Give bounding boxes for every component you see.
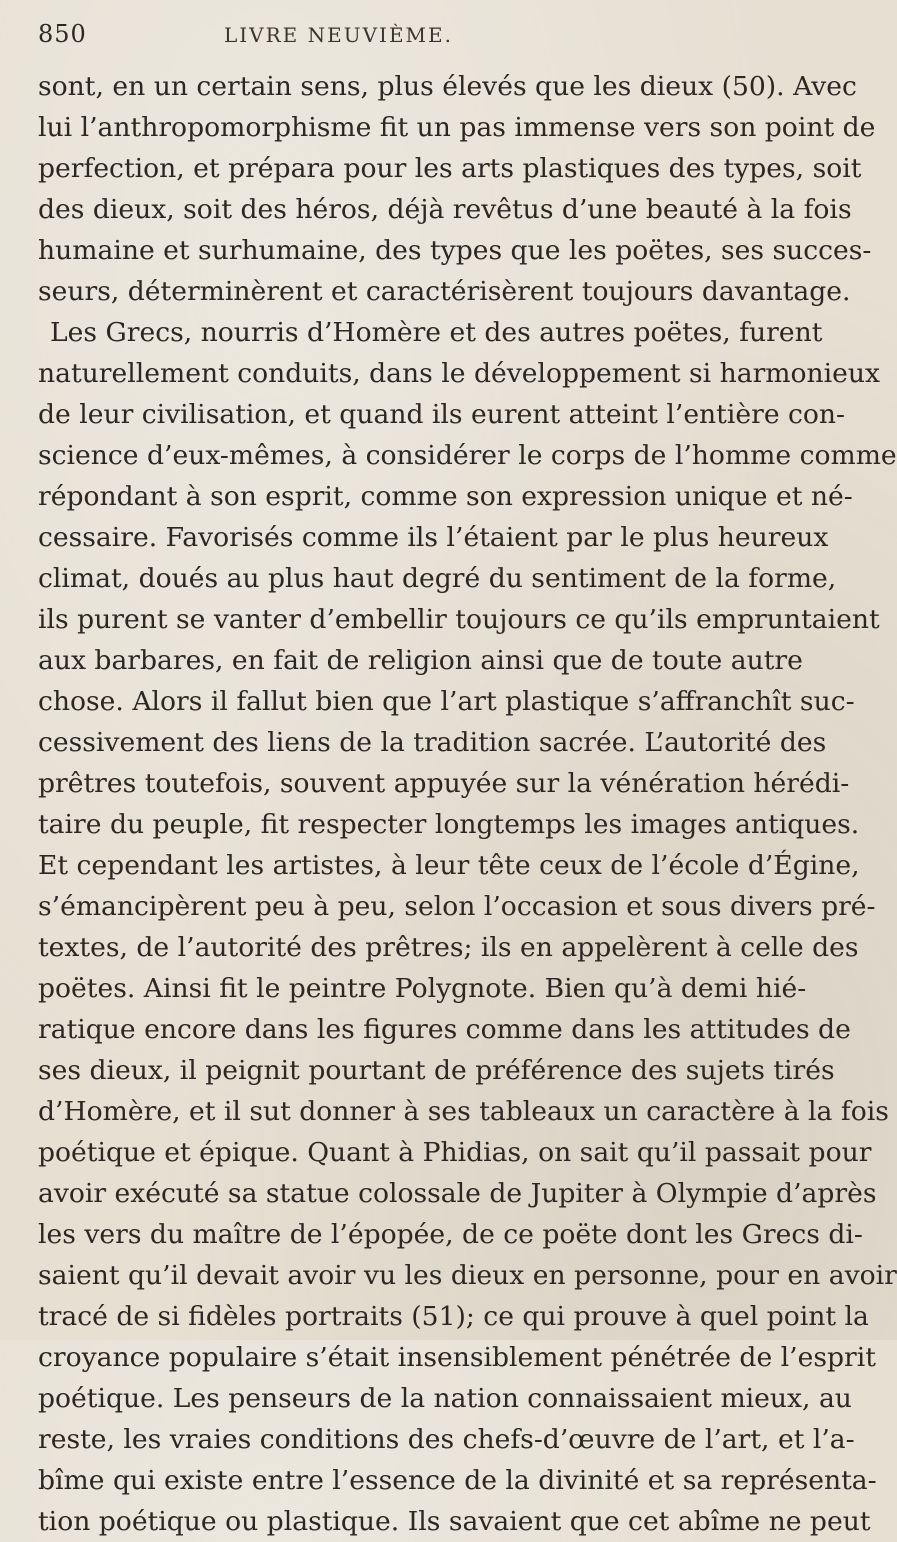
text-line: Les Grecs, nourris d’Homère et des autres poëtes, furent <box>50 317 823 348</box>
text-line: naturellement conduits, dans le développement si harmonieux <box>38 358 881 389</box>
text-line: poétique. Les penseurs de la nation connaissaient mieux, au <box>38 1383 852 1414</box>
text-line: perfection, et prépara pour les arts plastiques des types, soit <box>38 153 862 184</box>
text-line: ils purent se vanter d’embellir toujours ce qu’ils empruntaient <box>38 604 880 635</box>
text-line: poëtes. Ainsi fit le peintre Polygnote. Bien qu’à demi hié- <box>38 973 807 1004</box>
text-line: d’Homère, et il sut donner à ses tableaux un caractère à la fois <box>38 1096 889 1127</box>
page-number: 850 <box>38 20 87 48</box>
text-line: textes, de l’autorité des prêtres; ils en appelèrent à celle des <box>38 932 859 963</box>
text-line: seurs, déterminèrent et caractérisèrent toujours davantage. <box>38 276 851 307</box>
text-line: cessaire. Favorisés comme ils l’étaient par le plus heureux <box>38 522 829 553</box>
text-line: climat, doués au plus haut degré du sentiment de la forme, <box>38 563 837 594</box>
text-line: science d’eux-mêmes, à considérer le corps de l’homme comme <box>38 440 897 471</box>
text-line: aux barbares, en fait de religion ainsi que de toute autre <box>38 645 803 676</box>
text-line: tion poétique ou plastique. Ils savaient que cet abîme ne peut <box>38 1506 871 1537</box>
text-line: des dieux, soit des héros, déjà revêtus d’une beauté à la fois <box>38 194 852 225</box>
body-text <box>38 66 897 1542</box>
running-head <box>38 20 770 64</box>
text-line: de leur civilisation, et quand ils eurent atteint l’entière con- <box>38 399 846 430</box>
text-line: croyance populaire s’était insensiblement pénétrée de l’esprit <box>38 1342 876 1373</box>
text-line: ses dieux, il peignit pourtant de préférence des sujets tirés <box>38 1055 835 1086</box>
text-line: avoir exécuté sa statue colossale de Jupiter à Olympie d’après <box>38 1178 877 1209</box>
text-line: humaine et surhumaine, des types que les poëtes, ses succes- <box>38 235 872 266</box>
running-title: LIVRE NEUVIÈME. <box>224 23 453 47</box>
text-line: s’émancipèrent peu à peu, selon l’occasion et sous divers pré- <box>38 891 876 922</box>
text-line: tracé de si fidèles portraits (51); ce qui prouve à quel point la <box>38 1301 869 1332</box>
text-line: répondant à son esprit, comme son expression unique et né- <box>38 481 853 512</box>
text-line: bîme qui existe entre l’essence de la divinité et sa représenta- <box>38 1465 877 1496</box>
text-line: prêtres toutefois, souvent appuyée sur la vénération hérédi- <box>38 768 850 799</box>
text-line: cessivement des liens de la tradition sacrée. L’autorité des <box>38 727 827 758</box>
text-line: les vers du maître de l’épopée, de ce poëte dont les Grecs di- <box>38 1219 863 1250</box>
text-line: sont, en un certain sens, plus élevés que les dieux (50). Avec <box>38 71 857 102</box>
text-line: ratique encore dans les figures comme dans les attitudes de <box>38 1014 851 1045</box>
text-line: poétique et épique. Quant à Phidias, on sait qu’il passait pour <box>38 1137 872 1168</box>
text-line: saient qu’il devait avoir vu les dieux en personne, pour en avoir <box>38 1260 897 1291</box>
text-line: chose. Alors il fallut bien que l’art plastique s’affranchît suc- <box>38 686 855 717</box>
text-line: Et cependant les artistes, à leur tête ceux de l’école d’Égine, <box>38 850 860 881</box>
text-line: reste, les vraies conditions des chefs-d’œuvre de l’art, et l’a- <box>38 1424 855 1455</box>
text-line: taire du peuple, fit respecter longtemps les images antiques. <box>38 809 860 840</box>
text-line: lui l’anthropomorphisme fit un pas immense vers son point de <box>38 112 876 143</box>
